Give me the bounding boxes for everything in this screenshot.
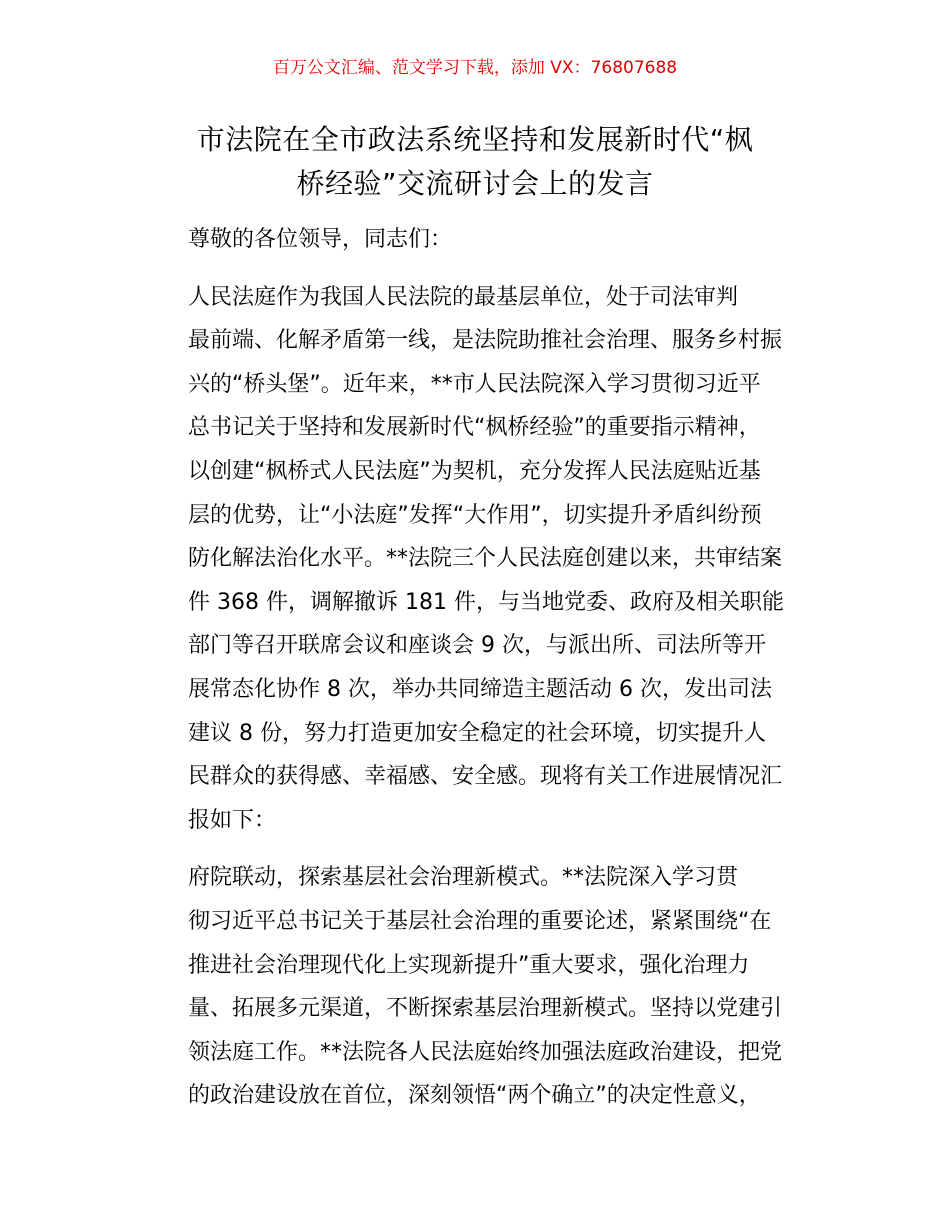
text-line: 推进社会治理现代化上实现新提升”重大要求，强化治理力 [188, 952, 750, 978]
text-line: 领法庭工作。**法院各人民法庭始终加强法庭政治建设，把党 [188, 1039, 783, 1065]
text-line: 层的优势，让“小法庭”发挥“大作用”，切实提升矛盾纠纷预 [188, 502, 762, 528]
text-line: 的政治建设放在首位，深刻领悟“两个确立”的决定性意义， [188, 1083, 761, 1109]
text-line: 兴的“桥头堡”。近年来，**市人民法院深入学习贯彻习近平 [188, 371, 761, 397]
text-line: 府院联动，探索基层社会治理新模式。**法院深入学习贯 [188, 865, 739, 891]
text-line: 最前端、化解矛盾第一线，是法院助推社会治理、服务乡村振 [188, 328, 783, 354]
salutation: 尊敬的各位领导，同志们： [188, 227, 453, 252]
text-line: 量、拓展多元渠道，不断探索基层治理新模式。坚持以党建引 [188, 996, 783, 1022]
title-line: 桥经验”交流研讨会上的发言 [296, 167, 654, 200]
text-line: 总书记关于坚持和发展新时代“枫桥经验”的重要指示精神， [188, 415, 761, 441]
text-line: 以创建“枫桥式人民法庭”为契机，充分发挥人民法庭贴近基 [188, 458, 761, 484]
text-line: 部门等召开联席会议和座谈会 9 次，与派出所、司法所等开 [188, 633, 766, 659]
document-body [140, 218, 812, 1118]
text-line: 件 368 件，调解撤诉 181 件，与当地党委、政府及相关职能 [188, 589, 784, 615]
text-line: 报如下： [188, 807, 277, 833]
paragraph-section-1 [140, 856, 812, 1118]
title-line: 市法院在全市政法系统坚持和发展新时代“枫 [196, 123, 754, 156]
text-line: 防化解法治化水平。**法院三个人民法庭创建以来，共审结案 [188, 546, 783, 572]
text-line: 展常态化协作 8 次，举办共同缔造主题活动 6 次，发出司法 [188, 676, 772, 702]
text-line: 人民法庭作为我国人民法院的最基层单位，处于司法审判 [188, 284, 739, 310]
header-banner: 百万公文汇编、范文学习下载，添加 VX：76807688 [272, 58, 678, 78]
document-title [128, 118, 822, 206]
text-line: 民群众的获得感、幸福感、安全感。现将有关工作进展情况汇 [188, 764, 783, 790]
text-line: 彻习近平总书记关于基层社会治理的重要论述，紧紧围绕“在 [188, 908, 772, 934]
text-line: 建议 8 份，努力打造更加安全稳定的社会环境，切实提升人 [188, 720, 766, 746]
paragraph-intro [140, 276, 812, 843]
